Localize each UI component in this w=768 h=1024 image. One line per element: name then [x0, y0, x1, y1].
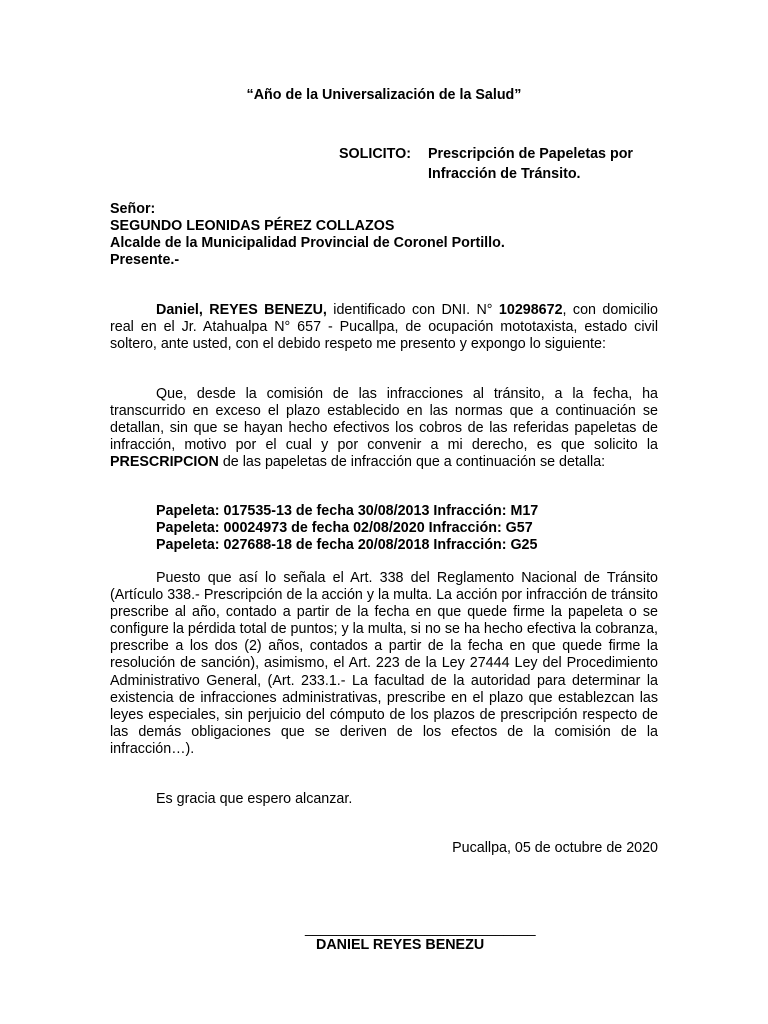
addressee-block [110, 201, 505, 269]
place-date: Pucallpa, 05 de octubre de 2020 [452, 840, 658, 856]
solicito-label: SOLICITO: [339, 146, 412, 162]
intro-paragraph [110, 302, 658, 353]
papeleta-item: Papeleta: 027688-18 de fecha 20/08/2018 Infracción: G25 [156, 537, 538, 553]
papeleta-item: Papeleta: 00024973 de fecha 02/08/2020 Infracción: G57 [156, 520, 533, 536]
intro-text-2: , con domicilio real en el Jr. Atahualpa N° 657 - Pucallpa, de ocupación mototaxista, estado civil soltero, ante usted, con el debido respeto me presento y expongo lo siguiente: [110, 302, 658, 353]
body1-text-2: de las papeletas de infracción que a continuación se detalla: [218, 454, 606, 471]
body-paragraph-1 [110, 386, 658, 471]
body1-text-1: Que, desde la comisión de las infracciones al tránsito, a la fecha, ha transcurrido en exceso el plazo establecido en las normas que a continuación se detallan, sin que se hayan hecho efectivos los cobros de las referidas papeletas de infracción, motivo por el cual y por convenir a mi derecho, es que solicito la [110, 386, 658, 454]
intro-text-1: identificado con DNI. N° [326, 302, 499, 318]
prescripcion-highlight: PRESCRIPCION [110, 454, 219, 471]
addressee-position: Alcalde de la Municipalidad Provincial de Coronel Portillo. [110, 235, 505, 251]
solicito-subject-line1: Prescripción de Papeletas por [428, 146, 634, 162]
signature-name: DANIEL REYES BENEZU [316, 937, 485, 953]
dni-number: 10298672 [498, 302, 563, 318]
body2-text: Puesto que así lo señala el Art. 338 del Reglamento Nacional de Tránsito (Artículo 338.- Prescripción de la acción y la multa. La acción por infracción de tránsito prescribe al año, contado a partir de la fecha en que quede firme la papeleta o se configure la pérdida total de puntos; y la multa, si no se ha hecho efectiva la cobranza, prescribe a los dos (2) años, contados a partir de la fecha en que quede firme la resolución de sanción), asimismo, el Art. 223 de la Ley 27444 Ley del Procedimiento Administrativo General, (Art. 233.1.- La facultad de la autoridad para determinar la existencia de infracciones administrativas, prescribe en el plazo que establezcan las leyes especiales, sin perjuicio del cómputo de los plazos de prescripción respecto de las demás obligaciones que se deriven de los efectos de la comisión de la infracción…). [110, 570, 658, 757]
year-heading: “Año de la Universalización de la Salud” [246, 87, 522, 103]
addressee-name: SEGUNDO LEONIDAS PÉREZ COLLAZOS [110, 218, 395, 234]
applicant-name: Daniel, REYES BENEZU, [156, 302, 327, 318]
body-paragraph-2 [110, 570, 658, 758]
signature-line: _____________________________ [305, 921, 536, 937]
addressee-presente: Presente.- [110, 252, 180, 268]
solicito-subject-line2: Infracción de Tránsito. [428, 166, 581, 182]
papeletas-list [156, 503, 538, 554]
papeleta-item: Papeleta: 017535-13 de fecha 30/08/2013 Infracción: M17 [156, 503, 539, 519]
closing-line: Es gracia que espero alcanzar. [156, 791, 353, 807]
addressee-greeting: Señor: [110, 201, 156, 217]
